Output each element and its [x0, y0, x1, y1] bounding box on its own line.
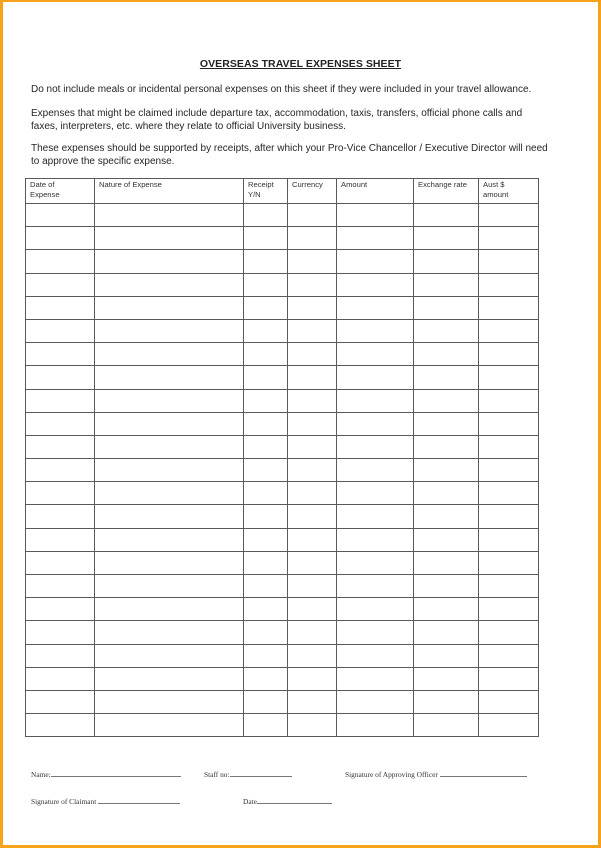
table-row — [26, 435, 539, 458]
table-cell[interactable] — [414, 598, 479, 621]
header-label: Amount — [341, 180, 368, 189]
table-cell[interactable] — [414, 250, 479, 273]
table-cell[interactable] — [244, 296, 288, 319]
table-row — [26, 505, 539, 528]
instruction-paragraph-2: Expenses that might be claimed include departure tax, accommodation, taxis, transfers, official phone calls and faxes, interpreters, etc. where they relate to official University business. — [31, 108, 523, 132]
table-cell[interactable] — [414, 389, 479, 412]
table-cell[interactable] — [288, 459, 337, 482]
table-cell[interactable] — [337, 412, 414, 435]
table-cell[interactable] — [244, 204, 288, 227]
table-cell[interactable] — [414, 551, 479, 574]
table-cell[interactable] — [244, 598, 288, 621]
table-cell[interactable] — [479, 319, 539, 342]
table-cell[interactable] — [479, 505, 539, 528]
table-cell[interactable] — [26, 505, 95, 528]
table-row — [26, 250, 539, 273]
table-cell[interactable] — [479, 435, 539, 458]
table-cell[interactable] — [414, 319, 479, 342]
claimant-line[interactable] — [98, 795, 180, 804]
table-cell[interactable] — [337, 389, 414, 412]
table-cell[interactable] — [479, 551, 539, 574]
table-cell[interactable] — [288, 296, 337, 319]
table-cell[interactable] — [95, 412, 244, 435]
table-cell[interactable] — [479, 459, 539, 482]
table-row — [26, 412, 539, 435]
table-row — [26, 482, 539, 505]
table-cell[interactable] — [95, 621, 244, 644]
table-cell[interactable] — [244, 505, 288, 528]
table-cell[interactable] — [244, 366, 288, 389]
table-cell[interactable] — [337, 505, 414, 528]
header-aust-amount — [479, 179, 539, 204]
table-cell[interactable] — [337, 366, 414, 389]
header-amount — [337, 179, 414, 204]
claimant-signature-field[interactable] — [31, 795, 180, 806]
table-cell[interactable] — [26, 575, 95, 598]
table-cell[interactable] — [95, 598, 244, 621]
expenses-table-body — [26, 204, 539, 737]
table-cell[interactable] — [95, 575, 244, 598]
table-cell[interactable] — [414, 528, 479, 551]
table-cell[interactable] — [244, 227, 288, 250]
table-cell[interactable] — [337, 644, 414, 667]
table-cell[interactable] — [414, 273, 479, 296]
table-cell[interactable] — [288, 227, 337, 250]
table-cell[interactable] — [414, 204, 479, 227]
table-cell[interactable] — [26, 296, 95, 319]
table-row — [26, 343, 539, 366]
table-cell[interactable] — [414, 435, 479, 458]
header-label: Exchange rate — [418, 180, 467, 189]
table-cell[interactable] — [414, 296, 479, 319]
header-label: Expense — [30, 189, 60, 199]
table-row — [26, 319, 539, 342]
table-cell[interactable] — [26, 714, 95, 737]
table-cell[interactable] — [26, 459, 95, 482]
table-cell[interactable] — [288, 273, 337, 296]
table-cell[interactable] — [479, 204, 539, 227]
table-cell[interactable] — [288, 366, 337, 389]
table-cell[interactable] — [288, 621, 337, 644]
table-cell[interactable] — [414, 621, 479, 644]
table-cell[interactable] — [479, 528, 539, 551]
table-cell[interactable] — [95, 644, 244, 667]
table-row — [26, 459, 539, 482]
table-cell[interactable] — [414, 505, 479, 528]
table-cell[interactable] — [479, 482, 539, 505]
table-cell[interactable] — [26, 366, 95, 389]
table-cell[interactable] — [414, 366, 479, 389]
table-cell[interactable] — [244, 528, 288, 551]
table-cell[interactable] — [26, 621, 95, 644]
table-cell[interactable] — [337, 575, 414, 598]
header-label: Nature of Expense — [99, 180, 162, 189]
table-cell[interactable] — [337, 690, 414, 713]
table-cell[interactable] — [26, 482, 95, 505]
table-cell[interactable] — [244, 551, 288, 574]
table-row — [26, 644, 539, 667]
header-date-of-expense — [26, 179, 95, 204]
table-row — [26, 296, 539, 319]
table-cell[interactable] — [288, 551, 337, 574]
table-cell[interactable] — [337, 551, 414, 574]
instruction-paragraph-3: These expenses should be supported by receipts, after which your Pro-Vice Chancellor / Executive Director will need to approve the specific expense. — [31, 143, 548, 167]
header-label: amount — [483, 189, 509, 199]
table-cell[interactable] — [337, 482, 414, 505]
table-cell[interactable] — [26, 227, 95, 250]
table-cell[interactable] — [337, 667, 414, 690]
table-cell[interactable] — [288, 667, 337, 690]
table-cell[interactable] — [337, 528, 414, 551]
header-nature-of-expense — [95, 179, 244, 204]
table-cell[interactable] — [288, 505, 337, 528]
table-cell[interactable] — [288, 714, 337, 737]
table-cell[interactable] — [414, 343, 479, 366]
staff-no-field[interactable] — [204, 768, 292, 779]
table-cell[interactable] — [26, 273, 95, 296]
table-row — [26, 575, 539, 598]
approving-officer-line[interactable] — [440, 768, 527, 777]
table-cell[interactable] — [95, 273, 244, 296]
table-row — [26, 551, 539, 574]
table-cell[interactable] — [337, 343, 414, 366]
table-cell[interactable] — [414, 459, 479, 482]
table-cell[interactable] — [26, 551, 95, 574]
table-cell[interactable] — [26, 644, 95, 667]
header-currency — [288, 179, 337, 204]
table-cell[interactable] — [244, 690, 288, 713]
table-cell[interactable] — [95, 505, 244, 528]
table-cell[interactable] — [26, 412, 95, 435]
table-cell[interactable] — [95, 435, 244, 458]
date-line[interactable] — [257, 795, 332, 804]
table-cell[interactable] — [288, 250, 337, 273]
date-field[interactable] — [243, 795, 332, 806]
table-cell[interactable] — [95, 551, 244, 574]
table-cell[interactable] — [244, 412, 288, 435]
table-cell[interactable] — [244, 644, 288, 667]
table-cell[interactable] — [95, 459, 244, 482]
table-cell[interactable] — [479, 598, 539, 621]
table-cell[interactable] — [288, 389, 337, 412]
table-cell[interactable] — [288, 528, 337, 551]
table-cell[interactable] — [479, 273, 539, 296]
table-cell[interactable] — [288, 690, 337, 713]
table-header-row — [26, 179, 539, 204]
table-cell[interactable] — [26, 598, 95, 621]
table-cell[interactable] — [244, 575, 288, 598]
table-cell[interactable] — [479, 644, 539, 667]
table-cell[interactable] — [337, 273, 414, 296]
table-row — [26, 667, 539, 690]
table-cell[interactable] — [288, 482, 337, 505]
table-cell[interactable] — [337, 459, 414, 482]
table-cell[interactable] — [288, 644, 337, 667]
table-row — [26, 714, 539, 737]
table-cell[interactable] — [26, 250, 95, 273]
table-cell[interactable] — [95, 690, 244, 713]
table-cell[interactable] — [95, 714, 244, 737]
table-cell[interactable] — [414, 667, 479, 690]
table-cell[interactable] — [479, 250, 539, 273]
date-label: Date — [243, 797, 257, 806]
table-cell[interactable] — [414, 482, 479, 505]
table-cell[interactable] — [288, 319, 337, 342]
header-label: Y/N — [248, 189, 261, 199]
table-cell[interactable] — [288, 435, 337, 458]
table-row — [26, 204, 539, 227]
table-cell[interactable] — [288, 204, 337, 227]
table-cell[interactable] — [26, 389, 95, 412]
table-row — [26, 690, 539, 713]
table-row — [26, 273, 539, 296]
name-field[interactable] — [31, 768, 181, 779]
table-row — [26, 366, 539, 389]
table-cell[interactable] — [95, 227, 244, 250]
approving-officer-signature-field[interactable] — [345, 768, 527, 779]
table-cell[interactable] — [95, 667, 244, 690]
table-cell[interactable] — [337, 714, 414, 737]
table-row — [26, 389, 539, 412]
table-cell[interactable] — [95, 250, 244, 273]
table-cell[interactable] — [337, 204, 414, 227]
table-cell[interactable] — [244, 667, 288, 690]
table-cell[interactable] — [337, 296, 414, 319]
table-cell[interactable] — [479, 690, 539, 713]
approving-officer-label: Signature of Approving Officer — [345, 770, 438, 779]
table-cell[interactable] — [414, 714, 479, 737]
table-cell[interactable] — [244, 273, 288, 296]
table-cell[interactable] — [95, 204, 244, 227]
table-cell[interactable] — [95, 366, 244, 389]
table-cell[interactable] — [414, 644, 479, 667]
table-cell[interactable] — [244, 459, 288, 482]
table-cell[interactable] — [26, 204, 95, 227]
table-cell[interactable] — [95, 319, 244, 342]
table-cell[interactable] — [479, 389, 539, 412]
table-cell[interactable] — [244, 343, 288, 366]
table-cell[interactable] — [337, 319, 414, 342]
table-cell[interactable] — [244, 714, 288, 737]
table-cell[interactable] — [337, 621, 414, 644]
table-cell[interactable] — [95, 528, 244, 551]
header-exchange-rate — [414, 179, 479, 204]
table-cell[interactable] — [479, 366, 539, 389]
staff-no-line[interactable] — [230, 768, 292, 777]
table-cell[interactable] — [95, 296, 244, 319]
table-cell[interactable] — [479, 227, 539, 250]
table-cell[interactable] — [244, 319, 288, 342]
table-cell[interactable] — [26, 667, 95, 690]
name-label: Name: — [31, 770, 51, 779]
table-row — [26, 528, 539, 551]
table-cell[interactable] — [95, 343, 244, 366]
table-cell[interactable] — [479, 667, 539, 690]
table-cell[interactable] — [288, 598, 337, 621]
header-label: Currency — [292, 180, 323, 189]
table-cell[interactable] — [288, 575, 337, 598]
table-row — [26, 227, 539, 250]
expenses-table — [25, 178, 539, 737]
table-cell[interactable] — [479, 714, 539, 737]
document-title: OVERSEAS TRAVEL EXPENSES SHEET — [199, 58, 402, 70]
table-cell[interactable] — [26, 343, 95, 366]
table-cell[interactable] — [479, 296, 539, 319]
staff-no-label: Staff no: — [204, 770, 230, 779]
name-line[interactable] — [51, 768, 181, 777]
table-cell[interactable] — [244, 482, 288, 505]
claimant-label: Signature of Claimant — [31, 797, 97, 806]
table-cell[interactable] — [26, 435, 95, 458]
table-row — [26, 598, 539, 621]
table-cell[interactable] — [26, 528, 95, 551]
instruction-paragraph-1: Do not include meals or incidental personal expenses on this sheet if they were included in your travel allowance. — [31, 84, 532, 95]
table-cell[interactable] — [26, 690, 95, 713]
table-cell[interactable] — [26, 319, 95, 342]
table-cell[interactable] — [479, 343, 539, 366]
table-cell[interactable] — [244, 389, 288, 412]
table-cell[interactable] — [337, 227, 414, 250]
header-label: Receipt — [248, 180, 274, 189]
table-cell[interactable] — [414, 690, 479, 713]
table-cell[interactable] — [337, 250, 414, 273]
table-cell[interactable] — [414, 412, 479, 435]
header-receipt — [244, 179, 288, 204]
table-cell[interactable] — [414, 575, 479, 598]
table-row — [26, 621, 539, 644]
table-cell[interactable] — [95, 482, 244, 505]
table-cell[interactable] — [288, 412, 337, 435]
table-cell[interactable] — [244, 250, 288, 273]
table-cell[interactable] — [337, 598, 414, 621]
table-cell[interactable] — [479, 412, 539, 435]
header-label: Date of — [30, 180, 55, 189]
table-cell[interactable] — [414, 227, 479, 250]
table-cell[interactable] — [244, 621, 288, 644]
table-cell[interactable] — [244, 435, 288, 458]
table-cell[interactable] — [337, 435, 414, 458]
table-cell[interactable] — [479, 575, 539, 598]
table-cell[interactable] — [95, 389, 244, 412]
header-label: Aust $ — [483, 180, 505, 189]
table-cell[interactable] — [288, 343, 337, 366]
table-cell[interactable] — [479, 621, 539, 644]
